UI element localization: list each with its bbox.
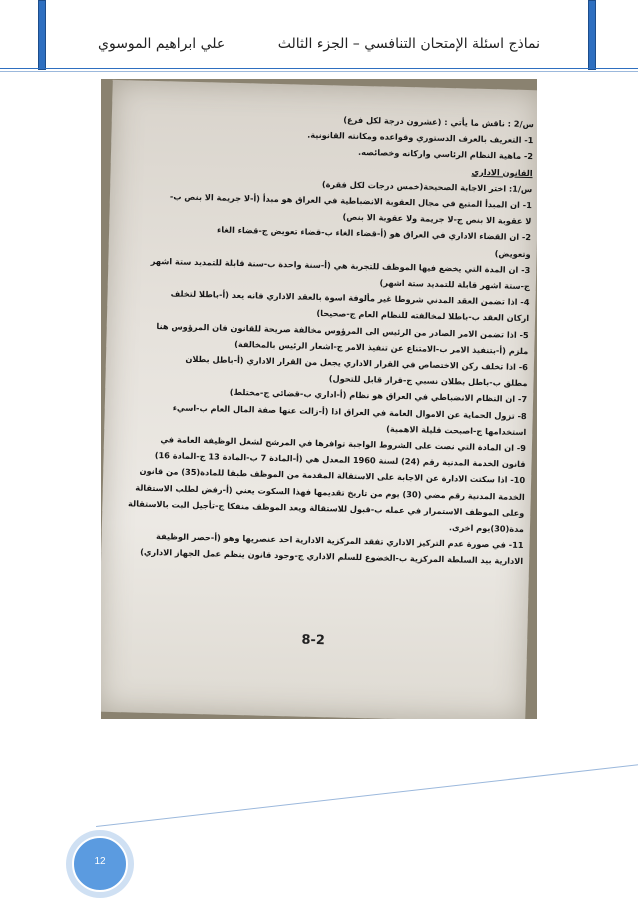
exam-line: 4- اذا تضمن العقد المدني شروطا غير مألوفة اسوة بالعقد الاداري فانه يعد (أ-باطلا لتخلف bbox=[170, 288, 530, 308]
header-divider bbox=[0, 68, 638, 69]
exam-line: الادارية بيد السلطة المركزية ب-الخضوع للسلم الاداري ج-وجود قانون ينظم عمل الجهاز الاداري) bbox=[140, 547, 524, 567]
exam-line: لا عقوبة الا بنص ج-لا جريمة ولا عقوبة الا بنص) bbox=[342, 211, 532, 227]
header-right-bar bbox=[588, 0, 596, 70]
exam-line: 11- في صورة عدم التركيز الاداري تفقد المركزية الادارية احد عنصريها وهو (أ-حصر الوظيفة bbox=[155, 531, 524, 551]
exam-line: 8- تزول الحماية عن الاموال العامة في العراق اذا (أ-زالت عنها صفة المال العام ب-اسيء bbox=[172, 402, 527, 421]
exam-line: 1- التعريف بالعرف الدستوري وقواعده ومكانته القانونية. bbox=[307, 129, 534, 146]
exam-line: اركان العقد ب-باطلا لمخالفته للنظام العام ج-صحيحا) bbox=[316, 308, 530, 324]
exam-line: 7- ان النظام الانضباطي في العراق هو نظام (أ-اداري ب-قضائي ج-مختلط) bbox=[229, 387, 528, 405]
scanned-exam-photo bbox=[101, 79, 537, 719]
header-author: علي ابراهيم الموسوي bbox=[98, 36, 226, 52]
exam-line: مطلق ب-باطل بطلان نسبي ج-قرار قابل للتحول) bbox=[328, 373, 528, 389]
exam-line: قانون الخدمة المدنية رقم (24) لسنة 1960 المعدل هي (أ-المادة 7 ب-المادة 13 ج-المادة 16) bbox=[154, 450, 526, 470]
exam-line: 10- اذا سكتت الادارة عن الاجابة على الاستقالة المقدمة من الموظف طبقا للمادة(35) من قانون bbox=[139, 466, 526, 486]
exam-line: س/1: اختر الاجابة الصحيحة(خمس درجات لكل فقرة) bbox=[321, 178, 533, 194]
exam-line: 5- اذا تضمن الامر الصادر من الرئيس الى المرؤوس مخالفة صريحة للقانون فان المرؤوس هنا bbox=[156, 320, 529, 340]
exam-line: 3- ان المدة التي يخضع فيها الموظف للتجربة هي (أ-سنة واحدة ب-سنة قابلة للتمديد ستة اشهر bbox=[150, 255, 531, 275]
header-title: نماذج اسئلة الإمتحان التنافسي – الجزء الثالث bbox=[277, 36, 540, 52]
exam-line: ج-ستة اشهر قابلة للتمديد ستة اشهر) bbox=[379, 277, 530, 292]
scanned-paper bbox=[101, 80, 537, 719]
header-divider-light bbox=[0, 71, 638, 72]
exam-questions bbox=[111, 106, 534, 570]
exam-line: وتعويض) bbox=[494, 247, 531, 259]
exam-section-heading: القانون الاداري bbox=[471, 166, 533, 178]
footer-divider bbox=[96, 763, 638, 827]
exam-line: س/2 : ناقش ما يأتي : (عشرون درجة لكل فرع) bbox=[343, 114, 534, 130]
exam-line: 2- ماهية النظام الرئاسي واركانه وخصائصه. bbox=[357, 147, 534, 162]
exam-line: ملزم (أ-بتنفيذ الامر ب-الامتناع عن تنفيذ الامر ج-اشعار الرئيس بالمخالفة) bbox=[234, 338, 529, 356]
exam-line: الخدمة المدنية رقم مضي (30) يوم من تاريخ تقديمها فهذا السكوت يعني (أ-رفض لطلب الاستقالة bbox=[135, 482, 525, 502]
exam-line: وعلى الموظف الاستمرار في عمله ب-قبول للاستقالة ويعد الموظف منفكا ج-تأجيل البت بالاستقالة bbox=[127, 498, 525, 518]
exam-line: 1- ان المبدأ المتبع في مجال العقوبة الانضباطية في العراق هو مبدأ (أ-لا جريمة الا بنص ب- bbox=[169, 191, 532, 211]
exam-line: 6- اذا تخلف ركن الاختصاص في القرار الاداري يجعل من القرار الاداري (أ-باطل بطلان bbox=[185, 353, 529, 373]
exam-line: 2- ان القضاء الاداري في العراق هو (أ-قضاء الغاء ب-قضاء تعويض ج-قضاء الغاء bbox=[216, 224, 532, 243]
exam-line: 9- ان المادة التي نصت على الشروط الواجبة توافرها في المرشح لشغل الوظيفة العامة في bbox=[160, 434, 527, 454]
exam-line: مدة(30)يوم اخرى. bbox=[448, 522, 525, 535]
page-number: 12 bbox=[94, 856, 106, 867]
scan-page-label: 8-2 bbox=[301, 632, 326, 649]
exam-line: استخدامها ج-اصبحت قليلة الاهمية) bbox=[386, 423, 527, 437]
header-left-bar bbox=[38, 0, 46, 70]
